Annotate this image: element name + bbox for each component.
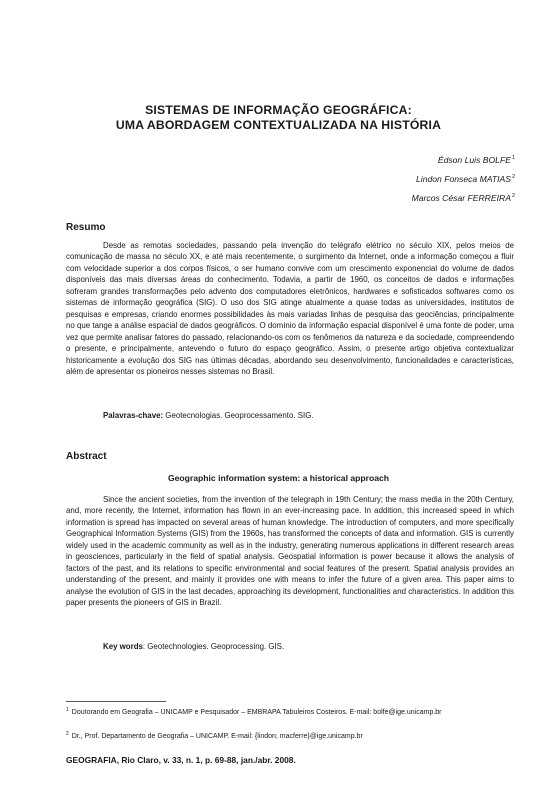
footnote-2 <box>66 729 514 742</box>
author-list <box>412 150 515 207</box>
footnote-mark: 2 <box>66 731 69 737</box>
footnote-rule <box>66 701 166 702</box>
resumo-keywords <box>103 410 314 421</box>
article-title <box>0 103 557 133</box>
author-1 <box>412 150 515 169</box>
footnote-mark: 2 <box>511 174 515 180</box>
author-name: Lindon Fonseca MATIAS <box>416 174 511 184</box>
keywords-value: Geotecnologias. Geoprocessamento. SIG. <box>163 411 314 420</box>
abstract-text: Since the ancient societies, from the invention of the telegraph in 19th Century; the mass media in the 20th Century, and, more recently, the Internet, information has flown in an ever-increasing pace. In addition, this increased speed in which information is spread has impacted on several areas of human knowledge. The introduction of computers, and more specifically Geographical Information Systems (GIS) from the 1960s, has transformed the concepts of data and information. GIS is currently widely used in the academic community as well as in the industry, generating numerous applications in different research areas in geosciences, particularly in the field of spatial analysis. Geospatial information is power because it allows the analysis of factors of the past, and its relations to specific environmental and social features of the present. Spatial analysis provides an understanding of the present, and mainly it provides one with means to infer the future of a given area. This paper aims to analyse the evolution of GIS in the last decades, approaching its development, functionalities and characteristics. In addition this paper presents the pioneers of GIS in Brazil. <box>66 495 514 608</box>
journal-citation-footer: GEOGRAFIA, Rio Claro, v. 33, n. 1, p. 69-88, jan./abr. 2008. <box>66 755 296 765</box>
author-2 <box>412 169 515 188</box>
keywords-label: Palavras-chave: <box>103 411 164 420</box>
title-line-1: SISTEMAS DE INFORMAÇÃO GEOGRÁFICA: <box>145 103 412 117</box>
abstract-subtitle: Geographic information system: a historical approach <box>167 473 390 483</box>
abstract-keywords <box>103 641 284 652</box>
author-name: Marcos César FERREIRA <box>411 193 511 203</box>
abstract-heading: Abstract <box>66 451 107 462</box>
title-line-2: UMA ABORDAGEM CONTEXTUALIZADA NA HISTÓRIA <box>115 118 442 132</box>
keywords-label: Key words <box>103 642 143 651</box>
footnote-mark: 2 <box>511 193 515 199</box>
resumo-heading: Resumo <box>66 222 106 233</box>
author-name: Édson Luis BOLFE <box>437 155 511 165</box>
author-3 <box>412 188 515 207</box>
resumo-text: Desde as remotas sociedades, passando pela invenção do telégrafo elétrico no século XIX, pelos meios de comunicação de massa no século XX, e até mais recentemente, o surgimento da Internet, onde a informação começou a fluir com velocidade superior a dos corpos físicos, o ser humano convive com um crescimento exponencial do volume de dados disponíveis das mais diversas áreas do conhecimento. Todavia, a partir de 1960, os conceitos de dados e informações sofreram grandes transformações pelo advento dos computadores eletrônicos, hardwares e sofisticados softwares como os sistemas de informação geográfica (SIG). O uso dos SIG atinge atualmente a quase todas as universidades, institutos de pesquisas e empresas, criando enormes possibilidades às mais variadas linhas de pesquisa das geociências, principalmente no que tange a análise espacial de dados geográficos. O domínio da informação espacial disponível é uma fonte de poder, uma vez que permite analisar fatores do passado, relacionando-os com os fenômenos da natureza e da sociedade, compreendendo o presente, e principalmente, antevendo o futuro do espaço geográfico. Assim, o presente artigo objetiva contextualizar historicamente a evolução dos SIG nas últimas décadas, abordando seu desenvolvimento, funcionalidades e características, além de apresentar os pioneiros nesses sistemas no Brasil. <box>66 241 514 376</box>
footnote-1 <box>66 705 514 718</box>
footnote-mark: 1 <box>511 155 515 161</box>
footnote-text: Doutorando em Geografia – UNICAMP e Pesquisador – EMBRAPA Tabuleiros Costeiros. E-mail: bolfe@ige.unicamp.br <box>71 709 442 716</box>
footnote-mark: 1 <box>66 707 69 713</box>
footnote-text: Dr., Prof. Departamento de Geografia – UNICAMP. E-mail: {lindon; macferre}@ige.unicamp.br <box>71 733 363 740</box>
keywords-value: : Geotechnologies. Geoprocessing. GIS. <box>142 642 285 651</box>
